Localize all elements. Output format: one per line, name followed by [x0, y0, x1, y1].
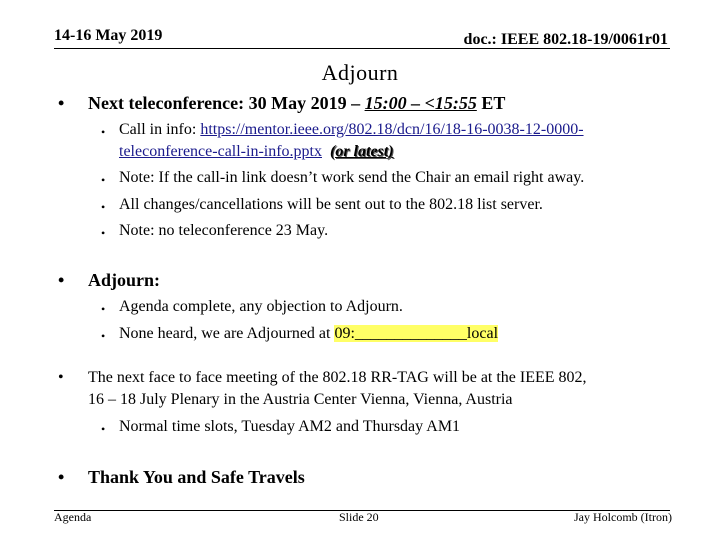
slide-title: Adjourn	[321, 60, 399, 85]
header-date: 14-16 May 2019	[54, 27, 163, 44]
bullet-dot: •	[58, 270, 65, 290]
adjourn-heading: Adjourn:	[88, 270, 161, 290]
bullet-adjourn	[58, 270, 160, 291]
call-in-note: (or latest)	[330, 143, 394, 160]
changes-text: All changes/cancellations will be sent out to the 802.18 list server.	[119, 196, 543, 213]
bullet-dot: •	[101, 200, 106, 214]
footer-slide-number: Slide 20	[339, 510, 379, 524]
call-in-line1	[119, 121, 584, 139]
none-heard-prefix: None heard, we are Adjourned at	[119, 325, 335, 342]
bullet-dot: •	[58, 467, 65, 487]
footer-left: Agenda	[54, 510, 92, 524]
bullet-dot: •	[101, 302, 106, 316]
bullet-dot: •	[101, 329, 106, 343]
bullet-dot: •	[58, 93, 65, 113]
bullet-next-teleconference	[58, 93, 505, 114]
thank-you-text: Thank You and Safe Travels	[88, 467, 305, 487]
bullet-dot: •	[101, 422, 106, 436]
note-link-text: Note: If the call-in link doesn’t work send the Chair an email right away.	[119, 169, 585, 186]
next-f2f-line1: The next face to face meeting of the 802.18 RR-TAG will be at the IEEE 802,	[88, 369, 587, 386]
adjourn-time-highlight: 09:______________local	[334, 325, 499, 342]
time-slots-text: Normal time slots, Tuesday AM2 and Thursday AM1	[119, 418, 461, 435]
call-in-label: Call in info:	[119, 121, 201, 138]
agenda-complete-text: Agenda complete, any objection to Adjourn.	[119, 298, 403, 315]
header-rule	[54, 48, 670, 49]
bullet-thank-you	[58, 467, 305, 488]
next-teleconf-time: 15:00 – <15:55	[364, 93, 477, 113]
call-in-line2	[119, 143, 394, 161]
bullet-dot: •	[101, 125, 106, 139]
next-f2f-line2: 16 – 18 July Plenary in the Austria Center Vienna, Vienna, Austria	[88, 391, 513, 408]
next-teleconf-suffix: ET	[476, 93, 506, 113]
next-teleconf-prefix: Next teleconference: 30 May 2019 –	[88, 93, 365, 113]
header-doc-id: doc.: IEEE 802.18-19/0061r01	[463, 31, 668, 48]
call-in-link[interactable]: https://mentor.ieee.org/802.18/dcn/16/18-16-0038-12-0000-	[200, 121, 584, 138]
footer-author: Jay Holcomb (Itron)	[574, 510, 672, 524]
bullet-dot: •	[58, 369, 64, 386]
no-teleconf-text: Note: no teleconference 23 May.	[119, 222, 329, 239]
none-heard-line	[119, 325, 498, 343]
call-in-link-cont[interactable]: teleconference-call-in-info.pptx	[119, 143, 322, 160]
bullet-dot: •	[101, 226, 106, 240]
bullet-dot: •	[101, 173, 106, 187]
